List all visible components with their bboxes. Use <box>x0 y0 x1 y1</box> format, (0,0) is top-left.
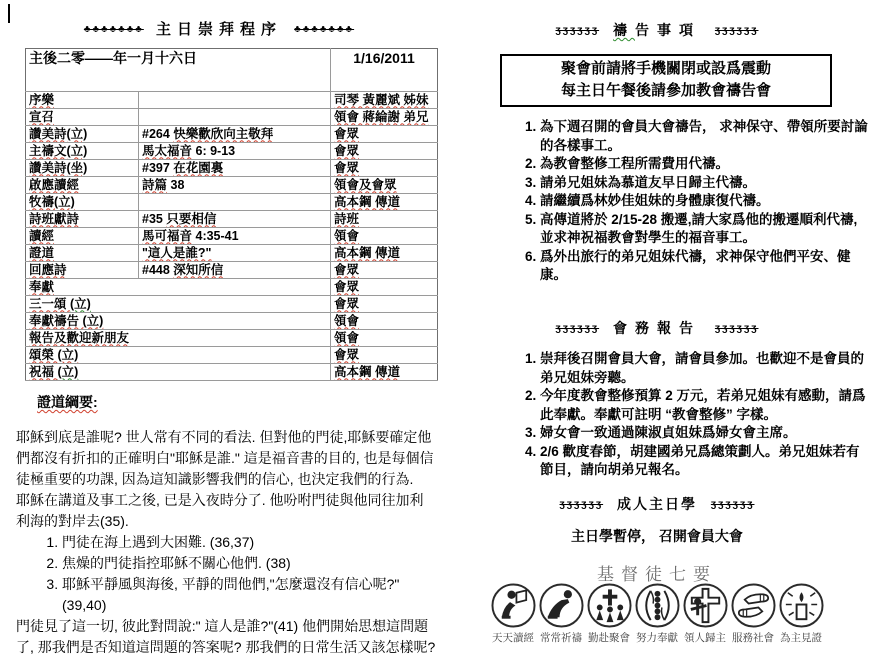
order-item: 三一頌 <box>29 296 70 311</box>
table-row <box>26 364 438 381</box>
seven-essentials-title: 基督徒七要 <box>597 565 717 584</box>
sermon-point: 2. 焦燥的門徒指控耶穌不關心他們. (38) <box>62 553 437 574</box>
order-item: 讚美詩(坐) <box>29 160 88 175</box>
table-row <box>26 194 438 211</box>
sermon-points-list <box>16 532 437 616</box>
hymn-number: #397 <box>142 160 174 175</box>
table-row <box>26 228 438 245</box>
sunday-school-title <box>438 494 876 514</box>
order-item: 奉獻禱告 (立) <box>29 313 104 328</box>
order-who: 領會 <box>334 330 360 345</box>
order-item: 宣召 <box>29 109 55 124</box>
posture-note: (立) <box>69 296 91 311</box>
notice-line-1: 聚會前請將手機關閉或設爲震動 <box>560 60 771 77</box>
order-who: 領會 蔣綸謝 弟兄 <box>334 109 429 124</box>
prayer-title-rest: 告事項 <box>635 22 701 38</box>
church-affairs-title <box>438 318 876 338</box>
order-who: 會眾 <box>334 160 360 175</box>
hymn-number: #35 <box>142 211 167 226</box>
order-who: 會眾 <box>334 126 360 141</box>
ornament-right: ♣♣♣♣♣♣♣ <box>294 24 355 35</box>
order-item: 啟應讀經 <box>29 177 80 192</box>
order-item: 詩班獻詩 <box>29 211 80 226</box>
order-who: 會眾 <box>334 296 360 311</box>
table-row <box>26 211 438 228</box>
order-who: 會眾 <box>334 262 360 277</box>
order-item: 報告及歡迎新朋友 <box>29 330 130 345</box>
essential-label: 領人歸主 <box>684 632 726 644</box>
date-english: 1/16/2011 <box>331 49 438 92</box>
seven-essentials-row <box>438 583 876 645</box>
affairs-item: 3. 婦女會一致通過陳淑貞姐妹爲婦女會主席。 <box>540 424 870 443</box>
evangelism-cross-icon <box>683 583 728 628</box>
scripture-ref: 詩篇 <box>142 177 168 192</box>
ornament-right: ʒʒʒʒʒʒ <box>710 499 755 510</box>
order-item: 證道 <box>29 245 55 260</box>
essential-gathering <box>586 583 633 645</box>
essential-label: 為主見證 <box>780 632 822 644</box>
order-item: 序樂 <box>29 92 55 107</box>
table-row <box>26 296 438 313</box>
table-row <box>26 330 438 347</box>
ornament-left: ♣♣♣♣♣♣♣ <box>83 24 144 35</box>
sermon-outline-heading: 證道綱要: <box>37 394 98 410</box>
table-row <box>26 92 438 109</box>
order-item: 回應詩 <box>29 262 67 277</box>
scripture-ref: 馬太福音 <box>142 143 193 158</box>
order-who: 高本鋼 傳道 <box>334 364 400 379</box>
prayer-item: 6. 爲外出旅行的弟兄姐妹代禱，求神保守他們平安、健康。 <box>540 248 870 285</box>
hymn-number: #264 <box>142 126 174 141</box>
posture-note: (立) <box>57 364 79 379</box>
table-row <box>26 262 438 279</box>
order-item: 讀經 <box>29 228 55 243</box>
prayer-list <box>478 118 870 285</box>
essential-evangelism <box>682 583 729 645</box>
essential-witness <box>778 583 825 645</box>
affairs-item: 1. 崇拜後召開會員大會，請會員參加。也歡迎不是會員的弟兄姐妹旁聽。 <box>540 350 870 387</box>
affairs-item: 4. 2/6 歡度春節，胡建國弟兄爲總策劃人。弟兄姐妹若有節目，請向胡弟兄報名。 <box>540 443 870 480</box>
right-page <box>438 0 876 669</box>
table-row <box>26 143 438 160</box>
order-who: 會眾 <box>334 279 360 294</box>
essential-label: 常常祈禱 <box>540 632 582 644</box>
sermon-paragraph-2: 耶穌在講道及事工之後, 已是入夜時分了. 他吩咐門徒與他同往加利利海的對岸去(35). <box>16 492 424 529</box>
order-who: 高本鋼 傳道 <box>334 194 400 209</box>
essential-label: 天天讀經 <box>492 632 534 644</box>
prayer-item: 2. 為教會整修工程所需費用代禱。 <box>540 155 870 174</box>
table-row <box>26 279 438 296</box>
table-row <box>26 109 438 126</box>
order-who: 司琴 黃麗斌 姊妹 <box>334 92 429 107</box>
order-who: 領會及會眾 <box>334 177 397 192</box>
sermon-paragraph-1: 耶穌到底是誰呢? 世人常有不同的看法. 但對他的門徒,耶穌要確定他們都沒有折扣的正確明白"耶穌是誰." 這是福音書的目的, 也是每個信徒極重要的功課, 因為這知識影響我們的信心, 也決定我們的行為. <box>16 429 434 487</box>
prayer-item: 3. 請弟兄姐妹為慕道友早日歸主代禱。 <box>540 174 870 193</box>
order-who: 會眾 <box>334 143 360 158</box>
sunday-school-title-text: 成人主日學 <box>617 496 697 512</box>
table-row <box>26 245 438 262</box>
order-who: 領會 <box>334 228 360 243</box>
worship-order-title-text: 主日崇拜程序 <box>155 21 282 38</box>
bible-reading-icon <box>491 583 536 628</box>
church-affairs-title-text: 會務報告 <box>613 320 701 336</box>
scripture-verses: 4:35-41 <box>192 228 239 243</box>
order-item: 頌榮 (立) <box>29 347 79 362</box>
order-item: 讚美詩(立) <box>29 126 88 141</box>
church-affairs-list <box>478 350 870 480</box>
essential-prayer <box>538 583 585 645</box>
order-who: 領會 <box>334 313 360 328</box>
ornament-right: ʒʒʒʒʒʒ <box>714 25 759 36</box>
essential-offering <box>634 583 681 645</box>
worship-order-table <box>25 48 438 381</box>
essential-serving <box>730 583 777 645</box>
hymn-title: 在花園裏 <box>173 160 224 175</box>
notice-line-2: 每主日午餐後請參加教會禱告會 <box>560 82 771 99</box>
prayer-items-title <box>438 20 876 40</box>
order-item: 主禱文(立) <box>29 143 88 158</box>
sermon-point: 1. 門徒在海上遇到大困難. (36,37) <box>62 532 437 553</box>
ornament-left: ʒʒʒʒʒʒ <box>555 323 600 334</box>
hymn-title: 只要相信 <box>166 211 217 226</box>
hymn-number: #448 <box>142 262 174 277</box>
order-who: 詩班 <box>334 211 360 226</box>
notice-box <box>500 54 832 107</box>
sermon-paragraph-3: 門徒見了這一切, 彼此對問說:" 這人是誰?"(41) 他們開始思想這問題了, 那我們是否知道這問題的答案呢? 那我們的日常生活又該怎樣呢? <box>16 618 436 655</box>
table-header-row <box>26 49 438 92</box>
affairs-item: 2. 今年度教會整修預算 2 万元，若弟兄姐妹有感動，請爲此奉獻。奉獻可註明 “教會整修” 字樣。 <box>540 387 870 424</box>
order-item: 祝福 <box>29 364 58 379</box>
offering-fish-coins-icon <box>635 583 680 628</box>
order-item: 奉獻 <box>29 279 55 294</box>
church-gathering-icon <box>587 583 632 628</box>
serving-hands-icon <box>731 583 776 628</box>
worship-order-title <box>0 18 438 39</box>
scripture-verses: 6: 9-13 <box>192 143 236 158</box>
hymn-title: 深知所信 <box>173 262 224 277</box>
sermon-outline <box>16 392 437 658</box>
order-who: 會眾 <box>334 347 360 362</box>
sunday-school-note: 主日學暫停， 召開會員大會 <box>571 528 743 544</box>
table-row <box>26 313 438 330</box>
scripture-verses: 38 <box>167 177 185 192</box>
table-row <box>26 177 438 194</box>
order-who: 高本鋼 傳道 <box>334 245 400 260</box>
sermon-point: 3. 耶穌平靜風與海後, 平靜的問他們,"怎麼還沒有信心呢?"(39,40) <box>62 574 437 616</box>
table-row <box>26 347 438 364</box>
ornament-left: ʒʒʒʒʒʒ <box>555 25 600 36</box>
prayer-item: 4. 請繼續爲林妙佳姐妹的身體康復代禱。 <box>540 192 870 211</box>
essential-label: 勤赴聚會 <box>588 632 630 644</box>
table-row <box>26 160 438 177</box>
candle-witness-icon <box>779 583 824 628</box>
sermon-title-quote: "這人是誰?" <box>142 245 212 260</box>
date-chinese: 主後二零——年一月十六日 <box>26 49 331 92</box>
essential-label: 努力奉獻 <box>636 632 678 644</box>
scripture-ref: 馬可福音 <box>142 228 193 243</box>
prayer-kneeling-icon <box>539 583 584 628</box>
ornament-right: ʒʒʒʒʒʒ <box>714 323 759 334</box>
table-row <box>26 126 438 143</box>
prayer-title-first-char: 禱 <box>613 22 635 38</box>
hymn-title: 快樂歡欣向主敬拜 <box>173 126 274 141</box>
prayer-item: 5. 高傳道將於 2/15-28 搬遷,請大家爲他的搬遷順利代禱, 並求神祝福教會對學生的福音事工。 <box>540 211 870 248</box>
essential-label: 服務社會 <box>732 632 774 644</box>
prayer-item: 1. 為下週召開的會員大會禱告， 求神保守、帶領所要討論的各樣事工。 <box>540 118 870 155</box>
ornament-left: ʒʒʒʒʒʒ <box>559 499 604 510</box>
order-item: 牧禱(立) <box>29 194 75 209</box>
essential-bible-reading <box>490 583 537 645</box>
